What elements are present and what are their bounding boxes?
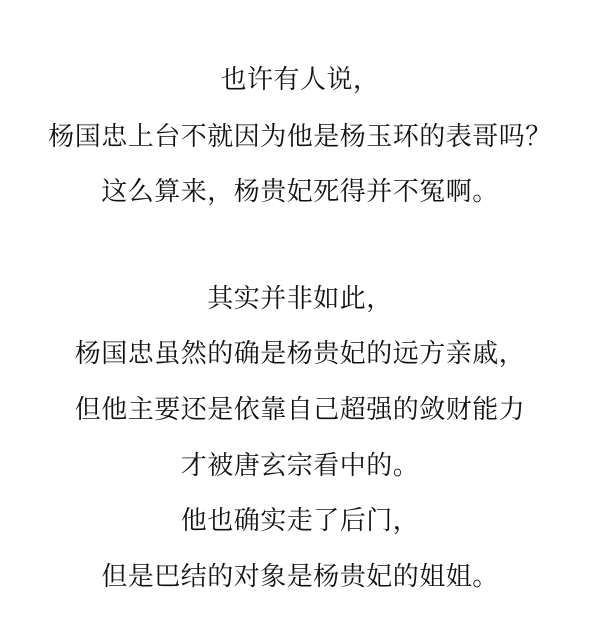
text-line: 杨国忠虽然的确是杨贵妃的远方亲戚， <box>74 339 526 369</box>
text-line: 他也确实走了后门， <box>180 506 420 536</box>
text-line: 才被唐玄宗看中的。 <box>180 451 420 481</box>
text-line: 其实并非如此， <box>207 284 393 314</box>
text-line: 但是巴结的对象是杨贵妃的姐姐。 <box>101 562 499 592</box>
text-line: 杨国忠上台不就因为他是杨玉环的表哥吗？ <box>48 122 552 152</box>
text-line: 这么算来，杨贵妃死得并不冤啊。 <box>101 177 499 207</box>
text-line: 但他主要还是依靠自己超强的敛财能力 <box>74 395 526 425</box>
text-line: 也许有人说， <box>220 65 380 95</box>
